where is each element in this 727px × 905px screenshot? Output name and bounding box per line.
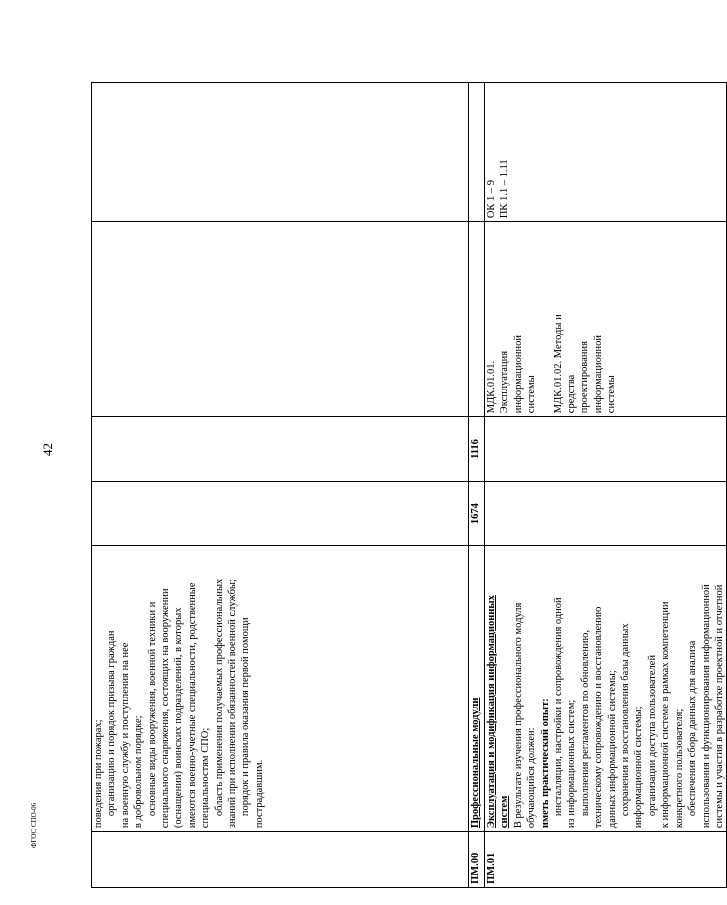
text-line: информационной системы; xyxy=(633,706,645,829)
spacer xyxy=(539,225,552,413)
page-number: 42 xyxy=(40,443,55,456)
text-line: обучающийся должен: xyxy=(526,727,538,829)
text-line: основные виды вооружения, военной техники и xyxy=(146,601,158,817)
competency-line: ОК 1 – 9 xyxy=(486,179,497,219)
curriculum-table xyxy=(91,82,727,888)
discipline-line: Эксплуатация xyxy=(499,350,511,414)
text-line: В результате изучения профессионального модуля xyxy=(512,602,524,829)
cell-competency-empty xyxy=(92,83,469,222)
cell-max-load-pm00: 1674 xyxy=(469,481,485,546)
text-line: конкретного пользователя; xyxy=(673,708,685,829)
text-line: системы и участия в разработке проектной и отчетной xyxy=(713,584,725,829)
text-line: выполнения регламентов по обновлению, xyxy=(579,629,591,817)
text-line: обеспечения сбора данных для анализа xyxy=(687,640,699,817)
discipline-line: информационной xyxy=(592,334,604,414)
discipline-line: системы xyxy=(606,375,618,414)
cell-discipline-pm00 xyxy=(469,222,485,417)
table-row-safety xyxy=(92,83,469,888)
cell-hours-pm00: 1116 xyxy=(469,417,485,482)
discipline-line: средства xyxy=(566,374,578,414)
cell-name-pm00: Профессиональные модули xyxy=(469,546,485,832)
cell-max-pm01 xyxy=(485,481,727,546)
cell-hours-empty xyxy=(92,417,469,482)
competency-line: ПК 1.1 – 1.11 xyxy=(499,159,511,219)
discipline-line: проектирования xyxy=(579,341,591,414)
text-line: область применения получаемых профессиональных xyxy=(213,578,225,817)
text-line: порядок и правила оказания первой помощи xyxy=(240,617,252,817)
text-line: организацию и порядок призыва граждан xyxy=(106,630,118,817)
cell-hours-pm01 xyxy=(485,417,727,482)
text-line: к информационной системе в рамках компетенции xyxy=(660,601,672,829)
discipline-line: информационной xyxy=(512,334,524,414)
text-line: знаний при исполнении обязанностей военной службы; xyxy=(227,579,239,829)
text-line: сохранения и восстановления базы данных xyxy=(620,623,632,817)
text-line: пострадавшим. xyxy=(253,759,265,829)
text-line: техническому сопровождению и восстановлению xyxy=(593,606,605,829)
text-line: (оснащении) воинских подразделений, в которых xyxy=(173,607,185,829)
cell-safety-description xyxy=(92,546,469,832)
module-title: Эксплуатация и модификация информационных xyxy=(486,595,497,829)
text-line: из информационных систем; xyxy=(566,699,578,829)
text-line: поведения при пожарах; xyxy=(93,719,104,829)
footer-code: ФГОС СПО-06 xyxy=(30,802,38,848)
cell-description-pm01 xyxy=(485,546,727,832)
module-title: систем xyxy=(499,795,511,829)
discipline-line: системы xyxy=(526,375,538,414)
text-line: на военную службу и поступления на нее xyxy=(119,642,131,829)
cell-disciplines-pm01 xyxy=(485,222,727,417)
curriculum-table-container xyxy=(91,82,725,888)
text-line: имеются военно-учетные специальности, родственные xyxy=(186,582,198,829)
text-line: данных информационной системы; xyxy=(606,670,618,829)
cell-code-pm01: ПМ.01 xyxy=(485,832,727,888)
text-line-heading: иметь практический опыт: xyxy=(539,698,551,829)
cell-max-empty xyxy=(92,481,469,546)
cell-discipline-empty xyxy=(92,222,469,417)
text-line: инсталляции, настройки и сопровождения одной xyxy=(553,597,565,817)
text-line: использования и функционирования информационной xyxy=(700,584,712,829)
cell-code-pm00: ПМ.00 xyxy=(469,832,485,888)
cell-competencies-pm01 xyxy=(485,83,727,222)
discipline-line: МДК.01.01. xyxy=(486,360,497,414)
table-row-pm01 xyxy=(485,83,727,888)
discipline-line: МДК.01.02. Методы и xyxy=(552,314,564,414)
cell-code-empty xyxy=(92,832,469,888)
cell-competency-pm00 xyxy=(469,83,485,222)
text-line: организации доступа пользователей xyxy=(646,654,658,817)
table-row-pm00 xyxy=(469,83,485,888)
text-line: специальностям СПО; xyxy=(200,727,212,829)
text-line: в добровольном порядке; xyxy=(133,715,145,829)
text-line: специального снаряжения, состоящих на вооружении xyxy=(160,588,172,829)
